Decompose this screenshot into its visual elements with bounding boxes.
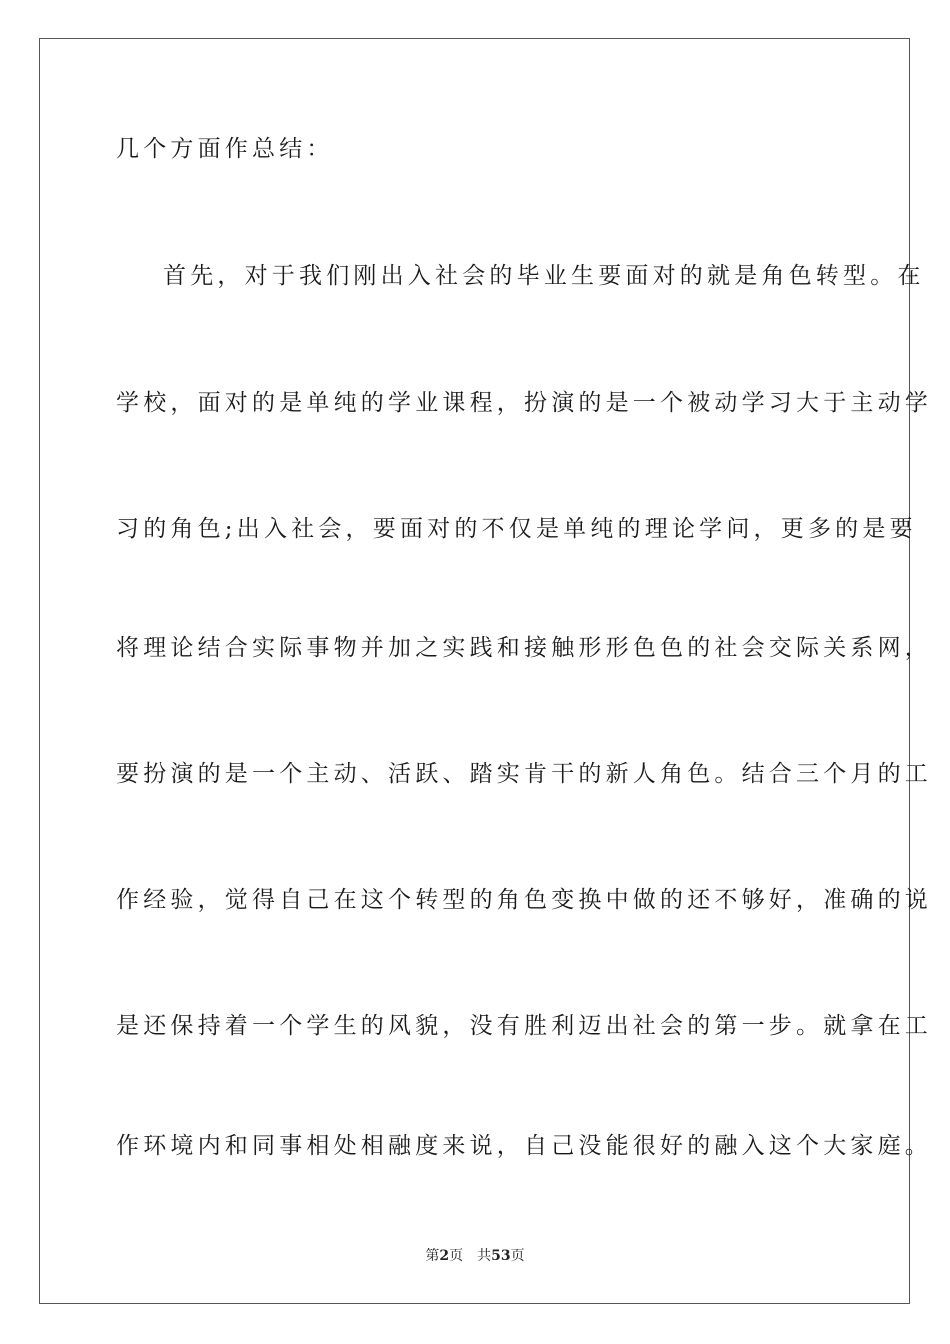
text-line-5: 将理论结合实际事物并加之实践和接触形形色色的社会交际关系网，	[116, 635, 932, 661]
total-pages: 53	[491, 1248, 511, 1264]
page-suffix: 页	[449, 1248, 464, 1264]
page-border	[39, 38, 910, 1304]
page-number: 2	[439, 1248, 450, 1264]
page-footer	[0, 1247, 950, 1265]
text-line-9: 作环境内和同事相处相融度来说，自己没能很好的融入这个大家庭。	[116, 1133, 932, 1159]
total-suffix: 页	[510, 1248, 525, 1264]
text-line-7: 作经验，觉得自己在这个转型的角色变换中做的还不够好，准确的说	[116, 887, 932, 913]
text-line-8: 是还保持着一个学生的风貌，没有胜利迈出社会的第一步。就拿在工	[116, 1013, 932, 1039]
text-line-2: 首先，对于我们刚出入社会的毕业生要面对的就是角色转型。在	[163, 263, 925, 289]
text-line-4: 习的角色;出入社会，要面对的不仅是单纯的理论学问，更多的是要	[116, 516, 917, 542]
text-line-1: 几个方面作总结：	[116, 136, 334, 162]
text-line-3: 学校，面对的是单纯的学业课程，扮演的是一个被动学习大于主动学	[116, 390, 932, 416]
page-prefix: 第	[425, 1248, 440, 1264]
total-prefix: 共	[477, 1248, 492, 1264]
text-line-6: 要扮演的是一个主动、活跃、踏实肯干的新人角色。结合三个月的工	[116, 761, 932, 787]
